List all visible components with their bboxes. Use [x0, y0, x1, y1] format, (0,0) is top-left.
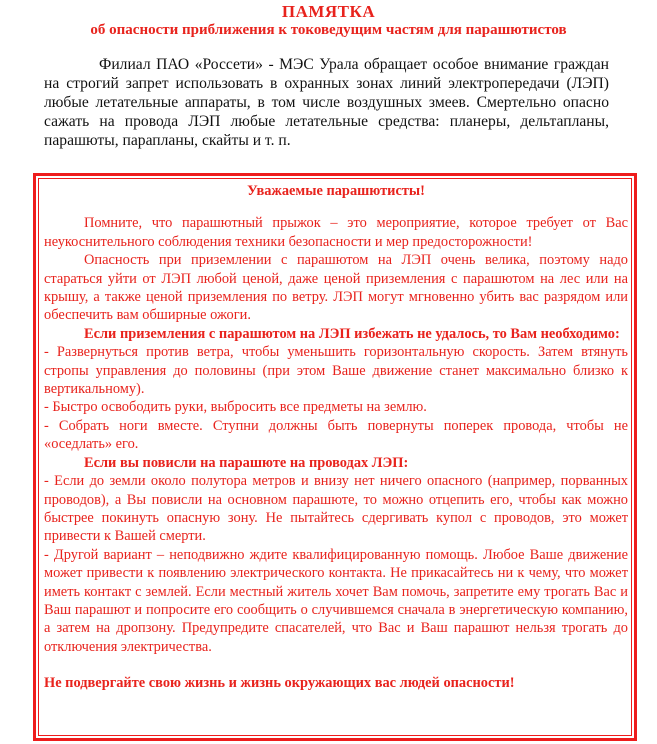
memo-title: ПАМЯТКА	[281, 2, 376, 21]
list-item: - Быстро освободить руки, выбросить все предметы на землю.	[44, 399, 427, 416]
list-item: - Развернуться против ветра, чтобы уменьшить горизонтальную скорость. Затем втянуть стропы управления до половины (при этом Ваше движение станет максимально близко к вертикальному).	[44, 344, 628, 398]
list-item: - Собрать ноги вместе. Ступни должны быть повернуты поперек провода, чтобы не «оседлать» его.	[44, 417, 628, 453]
box-paragraph-2: Опасность при приземлении с парашютом на ЛЭП очень велика, поэтому надо стараться уйти от ЛЭП любой ценой, даже ценой приземления с парашютом на лес или на крышу, а также ценой приземления по ветру. ЛЭП могут мгновенно убить вас разрядом или обеспечить вам обширные ожоги.	[44, 252, 628, 324]
list-item: - Другой вариант – неподвижно ждите квалифицированную помощь. Любое Ваше движение может привести к появлению электрического контакта. Не прикасайтесь ни к чему, что может иметь контакт с землей. Если местный житель хочет Вам помочь, запретите ему трогать Вас и Ваш парашют и попросите его сообщить о случившемся сначала в энергетическую компанию, а затем на дропзону. Предупредите спасателей, что Вас и Ваш парашют нельзя трогать до отключения электричества.	[44, 546, 628, 655]
list-item: - Если до земли около полутора метров и внизу нет ничего опасного (например, порванных проводов), а Вы повисли на основном парашюте, то можно отцепить его, чтобы как можно быстрее покинуть опасную зону. Не пытайтесь сдергивать купол с проводов, это может привести к Вашей смерти.	[44, 473, 628, 545]
intro-paragraph: Филиал ПАО «Россети» - МЭС Урала обращает особое внимание граждан на строгий запрет использовать в охранных зонах линий электропередачи (ЛЭП) любые летательные аппараты, в том числе воздушных змеев. Смертельно опасно сажать на провода ЛЭП любые летательные средства: планеры, дельтапланы, парашюты, парапланы, скайты и т. п.	[44, 56, 609, 149]
section-2-title: Если вы повисли на парашюте на проводах ЛЭП:	[84, 454, 409, 471]
box-footer-warning: Не подвергайте свою жизнь и жизнь окружающих вас людей опасности!	[44, 675, 515, 692]
section-1-title: Если приземления с парашютом на ЛЭП избежать не удалось, то Вам необходимо:	[84, 325, 620, 342]
box-heading: Уважаемые парашютисты!	[247, 183, 425, 199]
warning-box-content	[44, 182, 628, 693]
memo-subtitle: об опасности приближения к токоведущим частям для парашютистов	[90, 22, 567, 38]
box-paragraph-1: Помните, что парашютный прыжок – это мероприятие, которое требует от Вас неукоснительного соблюдения техники безопасности и мер предосторожности!	[44, 215, 628, 250]
